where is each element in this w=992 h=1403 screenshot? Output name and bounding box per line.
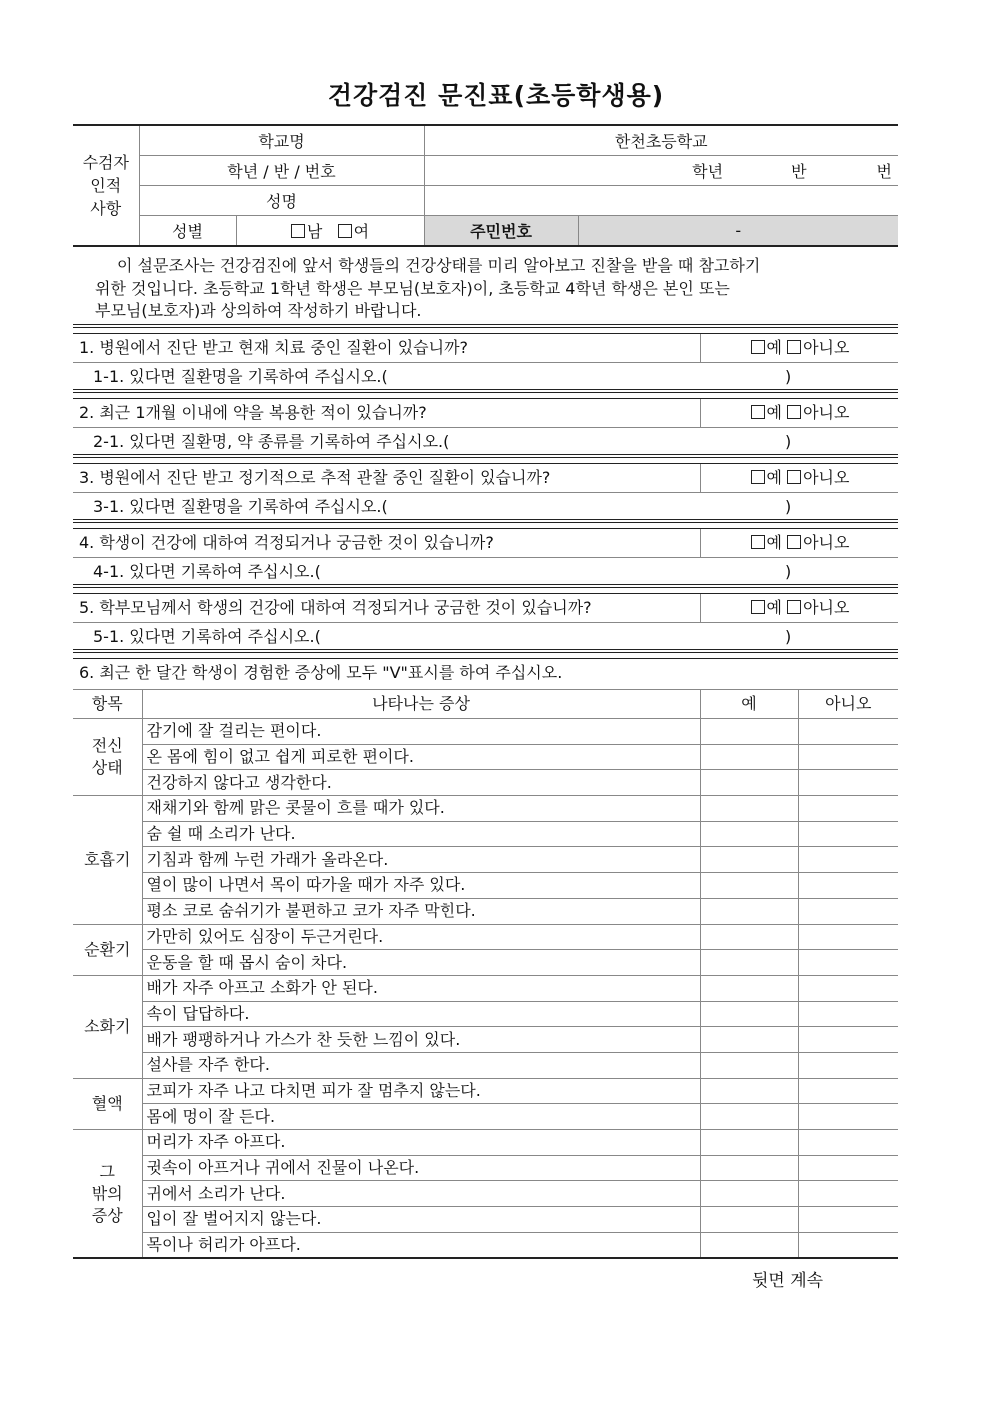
symptom-text: 가만히 있어도 심장이 두근거린다. [142,924,700,950]
symptom-category: 소화기 [73,975,142,1078]
symptom-text: 숨 쉴 때 소리가 난다. [142,821,700,847]
no-checkbox[interactable] [787,470,801,484]
male-checkbox[interactable] [291,224,305,238]
header-no: 아니오 [798,690,898,719]
question-text: 3. 병원에서 진단 받고 정기적으로 추적 관찰 중인 질환이 있습니까? [79,468,551,487]
yes-checkbox[interactable] [751,535,765,549]
sub-question-text[interactable]: 3-1. 있다면 질환명을 기록하여 주십시오.( [93,497,388,516]
no-cell[interactable] [798,1155,898,1181]
symptom-text: 입이 잘 벌어지지 않는다. [142,1207,700,1233]
no-cell[interactable] [798,950,898,976]
question-6 [73,658,898,687]
symptom-row [73,950,898,976]
symptom-text: 설사를 자주 한다. [142,1052,700,1078]
yes-cell[interactable] [700,770,798,796]
header-category: 항목 [73,690,142,719]
symptom-text: 귓속이 아프거나 귀에서 진물이 나온다. [142,1155,700,1181]
gender-label: 성별 [139,216,236,247]
symptom-category: 혈액 [73,1078,142,1129]
no-cell[interactable] [798,1078,898,1104]
symptom-text: 평소 코로 숨쉬기가 불편하고 코가 자주 막힌다. [142,898,700,924]
no-checkbox[interactable] [787,405,801,419]
school-value[interactable]: 한천초등학교 [424,125,898,156]
symptom-category: 그 밖의 증상 [73,1130,142,1259]
yes-checkbox[interactable] [751,340,765,354]
school-label: 학교명 [139,125,424,156]
yes-cell[interactable] [700,873,798,899]
symptom-text: 건강하지 않다고 생각한다. [142,770,700,796]
yes-no-options: 예 아니오 [700,529,899,557]
yes-cell[interactable] [700,1104,798,1130]
symptom-row [73,1130,898,1156]
symptom-table [73,689,898,1259]
symptom-category: 순환기 [73,924,142,975]
question-4: 4. 학생이 건강에 대하여 걱정되거나 궁금한 것이 있습니까? 예 아니오 4-1. 있다면 기록하여 주십시오.( ) [73,528,898,586]
symptom-row [73,924,898,950]
symptom-row [73,873,898,899]
no-cell[interactable] [798,873,898,899]
symptom-row [73,744,898,770]
symptom-row [73,770,898,796]
symptom-text: 온 몸에 힘이 없고 쉽게 피로한 편이다. [142,744,700,770]
yes-cell[interactable] [700,744,798,770]
symptom-row [73,1207,898,1233]
symptom-row [73,1027,898,1053]
symptom-row [73,1181,898,1207]
yes-cell[interactable] [700,924,798,950]
no-cell[interactable] [798,1207,898,1233]
grade-class-number-field[interactable] [424,156,898,186]
no-cell[interactable] [798,898,898,924]
class-unit: 반 [791,162,807,181]
yes-cell[interactable] [700,847,798,873]
yes-checkbox[interactable] [751,470,765,484]
continued-on-back: 뒷면 계속 [752,1271,824,1291]
yes-cell[interactable] [700,950,798,976]
yes-checkbox[interactable] [751,405,765,419]
symptom-row [73,1104,898,1130]
symptom-text: 열이 많이 나면서 목이 따가울 때가 자주 있다. [142,873,700,899]
sub-question-text[interactable]: 2-1. 있다면 질환명, 약 종류를 기록하여 주십시오.( [93,432,450,451]
symptom-row [73,821,898,847]
yes-cell[interactable] [700,898,798,924]
question-5: 5. 학부모님께서 학생의 건강에 대하여 걱정되거나 궁금한 것이 있습니까? 예 아니오 5-1. 있다면 기록하여 주십시오.( ) [73,593,898,651]
no-cell[interactable] [798,1052,898,1078]
symptom-row [73,719,898,745]
no-cell[interactable] [798,1104,898,1130]
yes-cell[interactable] [700,1130,798,1156]
no-cell[interactable] [798,1027,898,1053]
yes-cell[interactable] [700,1052,798,1078]
question-text: 5. 학부모님께서 학생의 건강에 대하여 걱정되거나 궁금한 것이 있습니까? [79,598,592,617]
symptom-text: 속이 답답하다. [142,1001,700,1027]
yes-no-options: 예 아니오 [700,399,899,427]
symptom-row [73,796,898,822]
no-cell[interactable] [798,1181,898,1207]
number-unit: 번 [876,162,892,181]
question-text: 1. 병원에서 진단 받고 현재 치료 중인 질환이 있습니까? [79,338,469,357]
yes-no-options: 예 아니오 [700,594,899,622]
symptom-row [73,1078,898,1104]
symptom-category: 호흡기 [73,796,142,924]
yes-cell[interactable] [700,796,798,822]
symptom-text: 목이나 허리가 아프다. [142,1232,700,1258]
symptom-row [73,1232,898,1258]
question-2: 2. 최근 1개월 이내에 약을 복용한 적이 있습니까? 예 아니오 2-1. 있다면 질환명, 약 종류를 기록하여 주십시오.( ) [73,398,898,456]
gender-options: 남 여 [236,216,424,247]
sub-question-text[interactable]: 5-1. 있다면 기록하여 주십시오.( [93,627,321,646]
no-cell[interactable] [798,924,898,950]
no-cell[interactable] [798,796,898,822]
no-cell[interactable] [798,744,898,770]
name-field[interactable] [424,186,898,216]
yes-no-options: 예 아니오 [700,334,899,362]
symptom-row [73,1052,898,1078]
symptom-text: 코피가 자주 나고 다치면 피가 잘 멈추지 않는다. [142,1078,700,1104]
symptom-text: 귀에서 소리가 난다. [142,1181,700,1207]
symptom-text: 배가 팽팽하거나 가스가 찬 듯한 느낌이 있다. [142,1027,700,1053]
intro-text: 이 설문조사는 건강검진에 앞서 학생들의 건강상태를 미리 알아보고 진찰을 받을 때 참고하기 위한 것입니다. 초등학교 1학년 학생은 부모님(보호자)이, 초등학교 4학년 학생은 본인 또는 부모님(보호자)과 상의하여 작성하기 바랍니다. [95,256,761,320]
no-cell[interactable] [798,1130,898,1156]
yes-cell[interactable] [700,719,798,745]
no-checkbox[interactable] [787,340,801,354]
no-cell[interactable] [798,847,898,873]
yes-no-options: 예 아니오 [700,464,899,492]
symptom-text: 몸에 멍이 잘 든다. [142,1104,700,1130]
header-yes: 예 [700,690,798,719]
page-title: 건강검진 문진표(초등학생용) [327,81,665,110]
no-cell[interactable] [798,1232,898,1258]
female-checkbox[interactable] [338,224,352,238]
yes-cell[interactable] [700,1001,798,1027]
grade-class-number-label: 학년 / 반 / 번호 [139,156,424,186]
symptom-text: 재채기와 함께 맑은 콧물이 흐를 때가 있다. [142,796,700,822]
question-3: 3. 병원에서 진단 받고 정기적으로 추적 관찰 중인 질환이 있습니까? 예 아니오 3-1. 있다면 질환명을 기록하여 주십시오.( ) [73,463,898,521]
no-checkbox[interactable] [787,600,801,614]
examinee-info-table [73,124,898,247]
question-text: 4. 학생이 건강에 대하여 걱정되거나 궁금한 것이 있습니까? [79,533,494,552]
grade-unit: 학년 [692,162,724,181]
yes-checkbox[interactable] [751,600,765,614]
no-cell[interactable] [798,1001,898,1027]
question-text: 2. 최근 1개월 이내에 약을 복용한 적이 있습니까? [79,403,427,422]
yes-cell[interactable] [700,1027,798,1053]
resident-number-label: 주민번호 [424,216,578,247]
yes-cell[interactable] [700,1155,798,1181]
symptom-row [73,975,898,1001]
symptom-text: 머리가 자주 아프다. [142,1130,700,1156]
sub-question-text[interactable]: 4-1. 있다면 기록하여 주십시오.( [93,562,321,581]
symptom-row [73,1001,898,1027]
no-cell[interactable] [798,821,898,847]
yes-cell[interactable] [700,1078,798,1104]
yes-cell[interactable] [700,975,798,1001]
sub-question-text[interactable]: 1-1. 있다면 질환명을 기록하여 주십시오.( [93,367,388,386]
question-1: 1. 병원에서 진단 받고 현재 치료 중인 질환이 있습니까? 예 아니오 1-1. 있다면 질환명을 기록하여 주십시오.( ) [73,333,898,391]
no-cell[interactable] [798,975,898,1001]
symptom-row [73,898,898,924]
header-symptom: 나타나는 증상 [142,690,700,719]
symptom-text: 배가 자주 아프고 소화가 안 된다. [142,975,700,1001]
yes-cell[interactable] [700,1232,798,1258]
symptom-text: 운동을 할 때 몹시 숨이 차다. [142,950,700,976]
yes-cell[interactable] [700,821,798,847]
examinee-section-label: 수검자 인적 사항 [73,125,139,246]
resident-number-field[interactable]: - [578,216,898,247]
no-cell[interactable] [798,770,898,796]
symptom-category: 전신 상태 [73,719,142,796]
symptom-text: 감기에 잘 걸리는 편이다. [142,719,700,745]
yes-cell[interactable] [700,1207,798,1233]
symptom-row [73,847,898,873]
no-cell[interactable] [798,719,898,745]
no-checkbox[interactable] [787,535,801,549]
symptom-text: 기침과 함께 누런 가래가 올라온다. [142,847,700,873]
symptom-row [73,1155,898,1181]
name-label: 성명 [139,186,424,216]
question-text: 6. 최근 한 달간 학생이 경험한 증상에 모두 "V"표시를 하여 주십시오. [79,663,563,682]
yes-cell[interactable] [700,1181,798,1207]
